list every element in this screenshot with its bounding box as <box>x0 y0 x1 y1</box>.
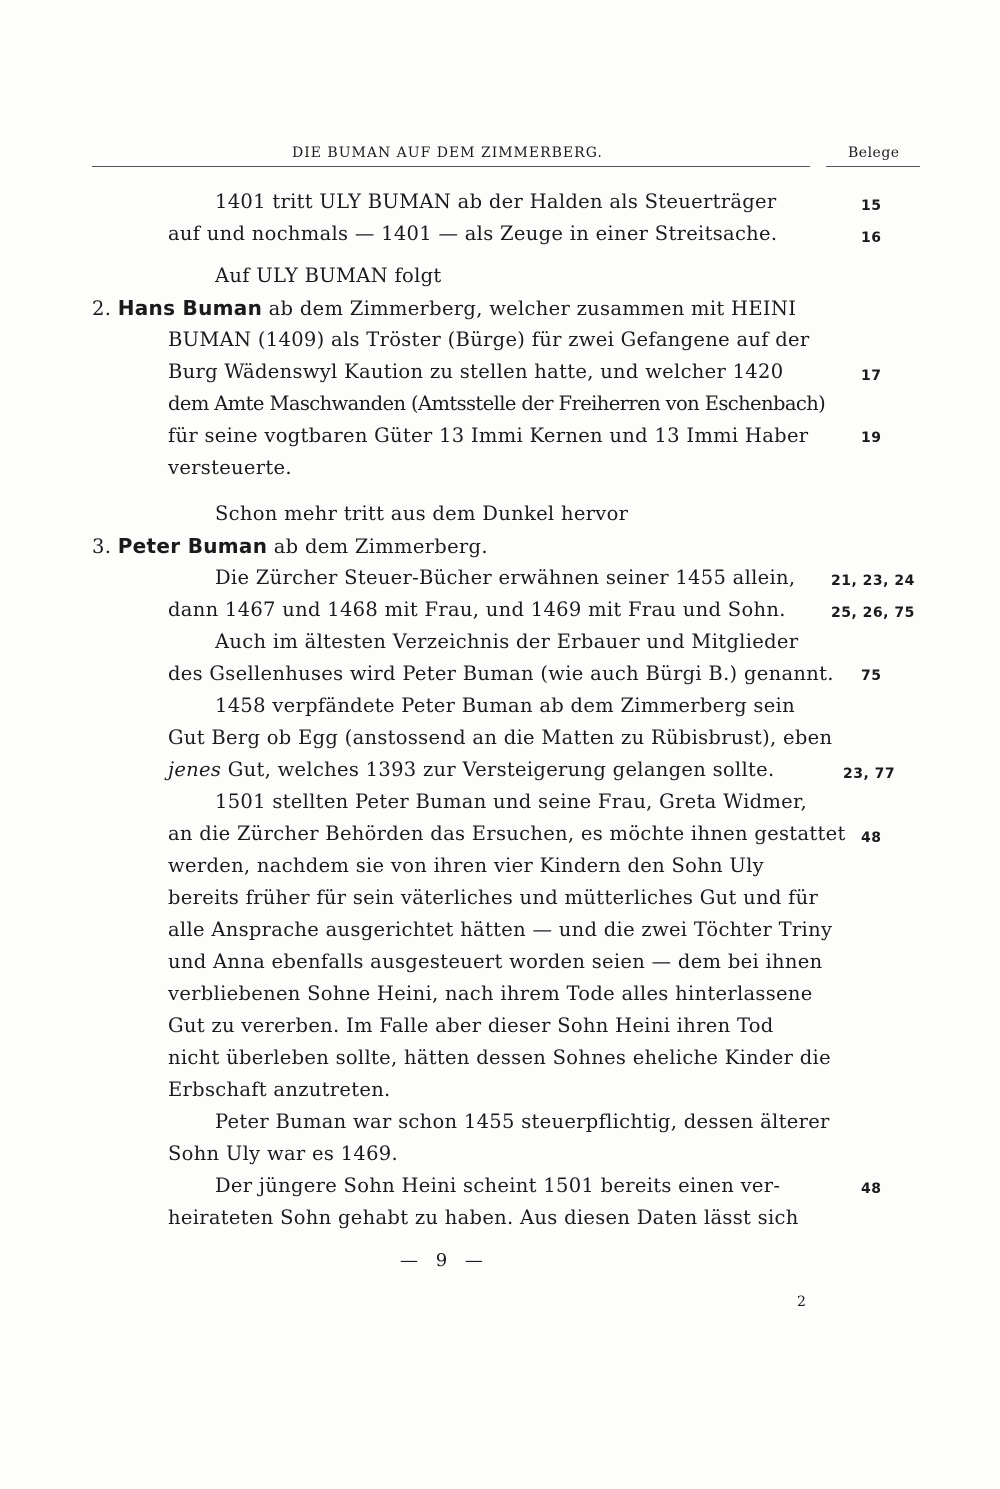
reference-number: 48 <box>861 1181 882 1197</box>
section-heading-hans-buman: 2. Hans Buman ab dem Zimmerberg, welcher zusammen mit HEINI <box>92 296 797 320</box>
text-line: 1401 tritt ULY BUMAN ab der Halden als Steuerträger <box>215 190 777 213</box>
belege-rule <box>826 166 920 167</box>
text-line: und Anna ebenfalls ausgesteuert worden seien — dem bei ihnen <box>168 950 823 973</box>
text-line: verbliebenen Sohne Heini, nach ihrem Tode alles hinterlassene <box>168 982 813 1005</box>
text-line: bereits früher für sein väterliches und mütterliches Gut und für <box>168 886 819 909</box>
text-line: BUMAN (1409) als Tröster (Bürge) für zwei Gefangene auf der <box>168 328 810 351</box>
text-line: Auch im ältesten Verzeichnis der Erbauer und Mitglieder <box>215 630 799 653</box>
text-line: werden, nachdem sie von ihren vier Kindern den Sohn Uly <box>168 854 764 877</box>
signature-mark: 2 <box>797 1294 806 1310</box>
text-line: Sohn Uly war es 1469. <box>168 1142 399 1165</box>
belege-column-header: Belege <box>848 145 900 161</box>
header-rule <box>92 166 810 167</box>
emphasis: jenes <box>168 758 222 781</box>
reference-number: 25, 26, 75 <box>831 605 915 621</box>
text-line: Schon mehr tritt aus dem Dunkel hervor <box>215 502 629 525</box>
reference-number: 75 <box>861 668 882 684</box>
text-line: alle Ansprache ausgerichtet hätten — und die zwei Töchter Triny <box>168 918 833 941</box>
text-line: dann 1467 und 1468 mit Frau, und 1469 mit Frau und Sohn. <box>168 598 786 621</box>
text-line: Peter Buman war schon 1455 steuerpflichtig, dessen älterer <box>215 1110 830 1133</box>
text-line: heirateten Sohn gehabt zu haben. Aus diesen Daten lässt sich <box>168 1206 799 1229</box>
running-header-title: DIE BUMAN AUF DEM ZIMMERBERG. <box>292 145 603 161</box>
reference-number: 16 <box>861 230 882 246</box>
text-line: Gut zu vererben. Im Falle aber dieser Sohn Heini ihren Tod <box>168 1014 774 1037</box>
text-line: 1458 verpfändete Peter Buman ab dem Zimmerberg sein <box>215 694 795 717</box>
text-line: auf und nochmals — 1401 — als Zeuge in einer Streitsache. <box>168 222 778 245</box>
section-heading-peter-buman: 3. Peter Buman ab dem Zimmerberg. <box>92 534 488 558</box>
text-line: Die Zürcher Steuer-Bücher erwähnen seiner 1455 allein, <box>215 566 796 589</box>
text-line: Erbschaft anzutreten. <box>168 1078 391 1101</box>
reference-number: 17 <box>861 368 882 384</box>
text-line: Auf ULY BUMAN folgt <box>215 264 442 287</box>
person-name: Peter Buman <box>117 534 268 558</box>
reference-number: 21, 23, 24 <box>831 573 915 589</box>
person-name: Hans Buman <box>117 296 263 320</box>
text-line: Burg Wädenswyl Kaution zu stellen hatte, und welcher 1420 <box>168 360 784 383</box>
text-line: nicht überleben sollte, hätten dessen Sohnes eheliche Kinder die <box>168 1046 831 1069</box>
text-line: für seine vogtbaren Güter 13 Immi Kernen und 13 Immi Haber <box>168 424 809 447</box>
page-number: — 9 — <box>400 1250 489 1271</box>
reference-number: 19 <box>861 430 882 446</box>
text-line: an die Zürcher Behörden das Ersuchen, es möchte ihnen gestattet <box>168 822 846 845</box>
reference-number: 23, 77 <box>843 766 896 782</box>
text-line: dem Amte Maschwanden (Amtsstelle der Freiherren von Eschenbach) <box>168 392 826 415</box>
text-line: 1501 stellten Peter Buman und seine Frau, Greta Widmer, <box>215 790 807 813</box>
text-line: Gut Berg ob Egg (anstossend an die Matten zu Rübisbrust), eben <box>168 726 833 749</box>
text-line: versteuerte. <box>168 456 292 479</box>
reference-number: 48 <box>861 830 882 846</box>
reference-number: 15 <box>861 198 882 214</box>
text-line: Der jüngere Sohn Heini scheint 1501 bereits einen ver- <box>215 1174 781 1197</box>
text-line: des Gsellenhuses wird Peter Buman (wie auch Bürgi B.) genannt. <box>168 662 834 685</box>
text-line: jenes Gut, welches 1393 zur Versteigerung gelangen sollte. <box>168 758 775 781</box>
